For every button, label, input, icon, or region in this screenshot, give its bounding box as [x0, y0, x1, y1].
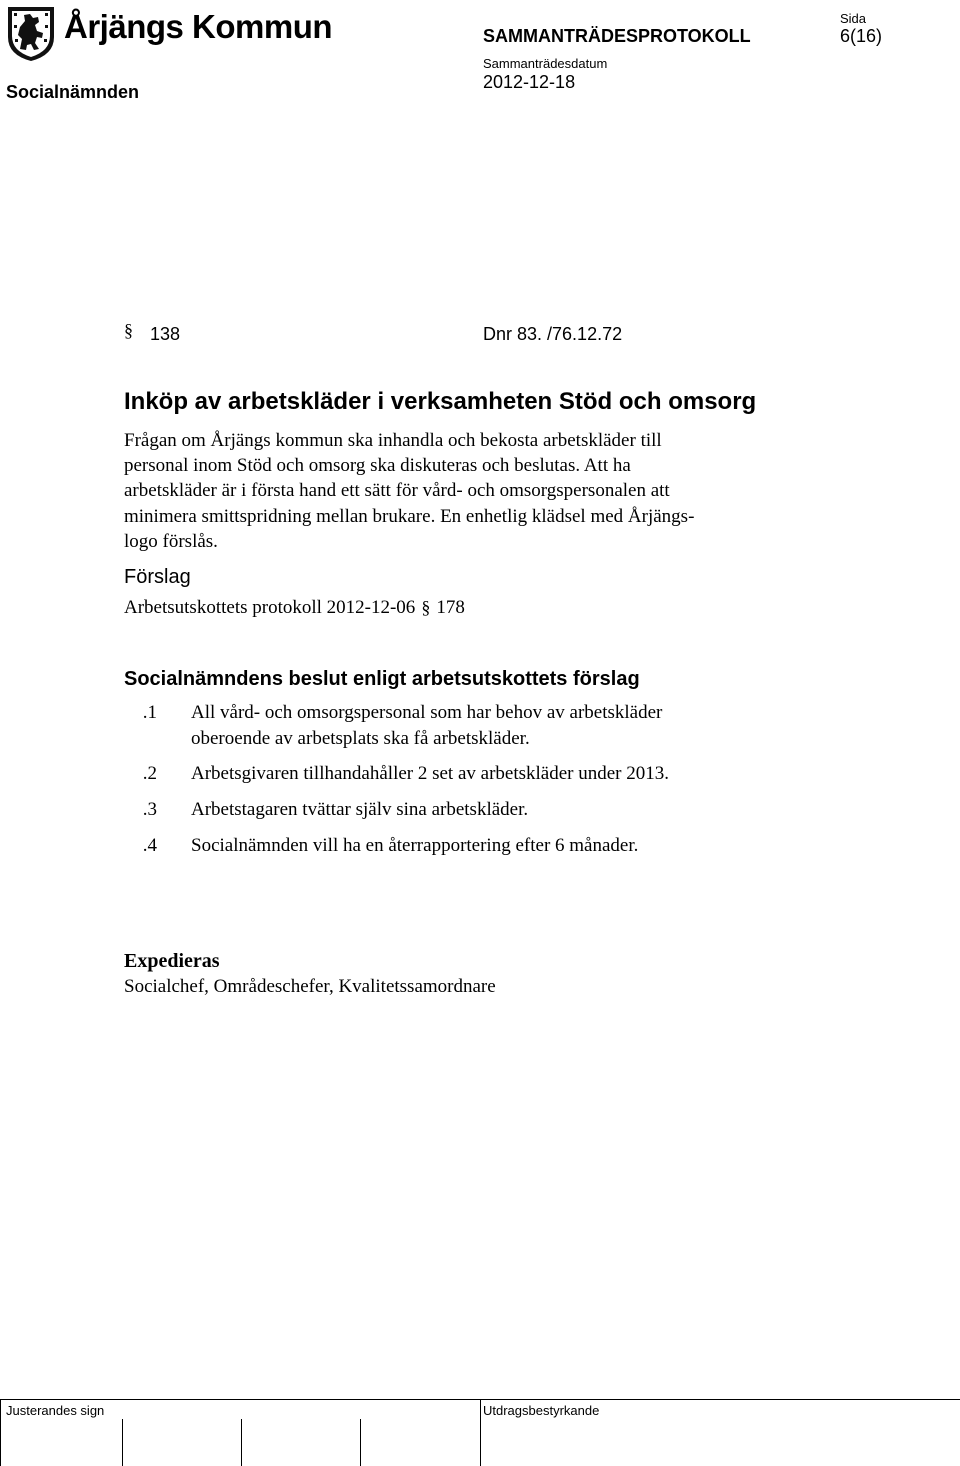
footer-border — [0, 1399, 1, 1466]
signature-box-divider — [122, 1419, 123, 1466]
footer-divider-vertical — [480, 1399, 481, 1466]
organization-name: Årjängs Kommun — [64, 8, 333, 45]
proposal-heading: Förslag — [124, 566, 191, 588]
paragraph-sign: § — [421, 597, 431, 617]
case-number: Dnr 83. /76.12.72 — [483, 324, 623, 344]
meeting-date-label: Sammanträdesdatum — [483, 56, 608, 71]
body-line: minimera smittspridning mellan brukare. En enhetlig klädsel med Årjängs- — [124, 505, 695, 527]
body-line: Frågan om Årjängs kommun ska inhandla och bekosta arbetskläder till — [124, 430, 662, 451]
paragraph-sign: § — [124, 320, 133, 340]
body-line: logo förslås. — [124, 530, 218, 552]
proposal-reference: Arbetsutskottets protokoll 2012-12-06 — [124, 597, 416, 618]
signature-box-divider — [241, 1419, 242, 1466]
proposal-text — [124, 597, 465, 619]
item-text: Socialnämnden vill ha en återrapportering efter 6 månader. — [191, 835, 639, 856]
distribution-recipients: Socialchef, Områdeschefer, Kvalitetssamordnare — [124, 976, 496, 997]
decision-heading: Socialnämndens beslut enligt arbetsutskottets förslag — [124, 668, 640, 690]
committee-name: Socialnämnden — [6, 82, 140, 102]
document-type: SAMMANTRÄDESPROTOKOLL — [483, 26, 751, 46]
coat-of-arms-icon — [6, 5, 56, 63]
body-line: arbetskläder är i första hand ett sätt för vård- och omsorgspersonalen att — [124, 480, 670, 502]
section-number: 138 — [150, 324, 181, 344]
page-label: Sida — [840, 11, 867, 26]
page-number: 6(16) — [840, 26, 883, 46]
item-text: oberoende av arbetsplats ska få arbetskläder. — [191, 728, 530, 749]
item-text: Arbetstagaren tvättar själv sina arbetskläder. — [191, 799, 529, 820]
distribution-heading: Expedieras — [124, 950, 220, 972]
item-text: All vård- och omsorgspersonal som har behov av arbetskläder — [191, 702, 663, 723]
section-title: Inköp av arbetskläder i verksamheten Stöd och omsorg — [124, 388, 757, 415]
signature-footer — [0, 1399, 960, 1466]
proposal-paragraph: 178 — [436, 597, 465, 618]
adjuster-signature-label: Justerandes sign — [6, 1403, 105, 1418]
section-body — [124, 428, 804, 554]
item-text: Arbetsgivaren tillhandahåller 2 set av arbetskläder under 2013. — [191, 763, 669, 784]
meeting-date: 2012-12-18 — [483, 72, 576, 92]
body-line: personal inom Stöd och omsorg ska diskuteras och beslutas. Att ha — [124, 455, 631, 477]
signature-box-divider — [360, 1419, 361, 1466]
extract-certification-label: Utdragsbestyrkande — [483, 1403, 600, 1418]
